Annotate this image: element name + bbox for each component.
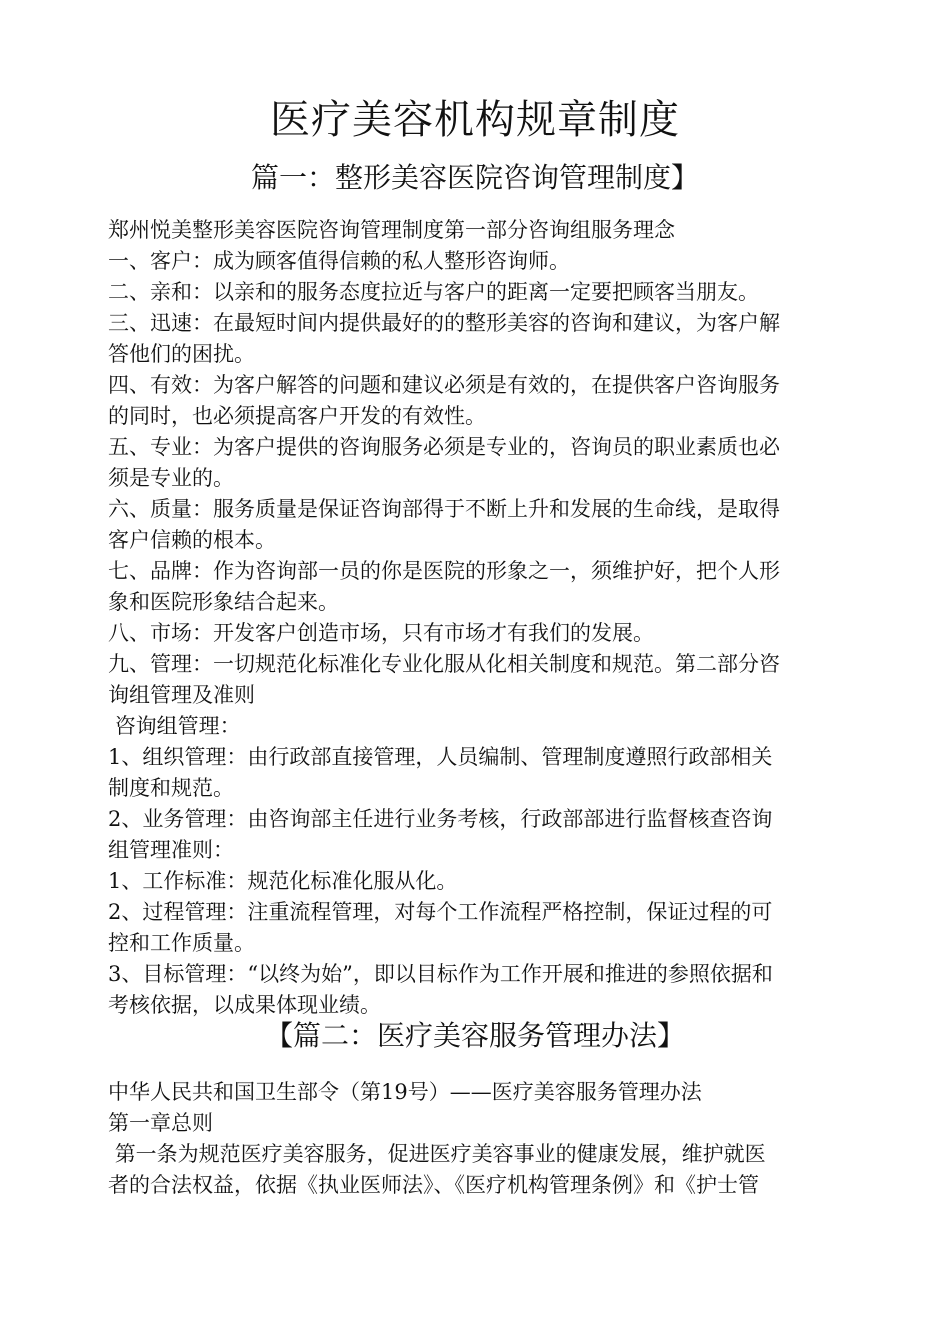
paragraph-line: 六、质量：服务质量是保证咨询部得于不断上升和发展的生命线，是取得 (108, 497, 780, 521)
paragraph-line: 2、业务管理：由咨询部主任进行业务考核，行政部部进行监督核查咨询 (108, 807, 773, 831)
paragraph-line: 须是专业的。 (108, 466, 234, 490)
paragraph-line: 一、客户：成为顾客值得信赖的私人整形咨询师。 (108, 249, 570, 273)
paragraph-line: 的同时，也必须提高客户开发的有效性。 (108, 404, 486, 428)
document-title: 医疗美容机构规章制度 (270, 97, 680, 143)
paragraph-line: 九、管理：一切规范化标准化专业化服从化相关制度和规范。第二部分咨 (108, 652, 780, 676)
paragraph-line: 第一章总则 (108, 1111, 213, 1135)
paragraph-line: 组管理准则： (108, 838, 234, 862)
paragraph-line: 郑州悦美整形美容医院咨询管理制度第一部分咨询组服务理念 (108, 218, 675, 242)
paragraph-line: 答他们的困扰。 (108, 342, 255, 366)
section1-body (108, 215, 858, 1021)
paragraph-line: 考核依据，以成果体现业绩。 (108, 993, 381, 1017)
paragraph-line: 三、迅速：在最短时间内提供最好的的整形美容的咨询和建议，为客户解 (108, 311, 780, 335)
section2-body (108, 1077, 858, 1201)
paragraph-line: 制度和规范。 (108, 776, 234, 800)
section2-heading: 【篇二：医疗美容服务管理办法】 (264, 1019, 685, 1052)
paragraph-line: 五、专业：为客户提供的咨询服务必须是专业的，咨询员的职业素质也必 (108, 435, 780, 459)
paragraph-line: 2、过程管理：注重流程管理，对每个工作流程严格控制，保证过程的可 (108, 900, 773, 924)
paragraph-line: 3、目标管理：“以终为始”，即以目标作为工作开展和推进的参照依据和 (108, 962, 773, 986)
paragraph-line: 咨询组管理： (108, 714, 241, 738)
paragraph-line: 二、亲和：以亲和的服务态度拉近与客户的距离一定要把顾客当朋友。 (108, 280, 759, 304)
paragraph-line: 客户信赖的根本。 (108, 528, 276, 552)
paragraph-line: 中华人民共和国卫生部令（第19号）——医疗美容服务管理办法 (108, 1080, 702, 1104)
section1-heading: 篇一：整形美容医院咨询管理制度】 (250, 161, 699, 194)
paragraph-line: 四、有效：为客户解答的问题和建议必须是有效的，在提供客户咨询服务 (108, 373, 780, 397)
paragraph-line: 者的合法权益，依据《执业医师法》、《医疗机构管理条例》和《护士管 (108, 1173, 759, 1197)
paragraph-line: 1、组织管理：由行政部直接管理，人员编制、管理制度遵照行政部相关 (108, 745, 773, 769)
paragraph-line: 1、工作标准：规范化标准化服从化。 (108, 869, 458, 893)
paragraph-line: 第一条为规范医疗美容服务，促进医疗美容事业的健康发展，维护就医 (108, 1142, 766, 1166)
paragraph-line: 八、市场：开发客户创造市场，只有市场才有我们的发展。 (108, 621, 654, 645)
paragraph-line: 象和医院形象结合起来。 (108, 590, 339, 614)
paragraph-line: 控和工作质量。 (108, 931, 255, 955)
paragraph-line: 七、品牌：作为咨询部一员的你是医院的形象之一，须维护好，把个人形 (108, 559, 780, 583)
paragraph-line: 询组管理及准则 (108, 683, 255, 707)
